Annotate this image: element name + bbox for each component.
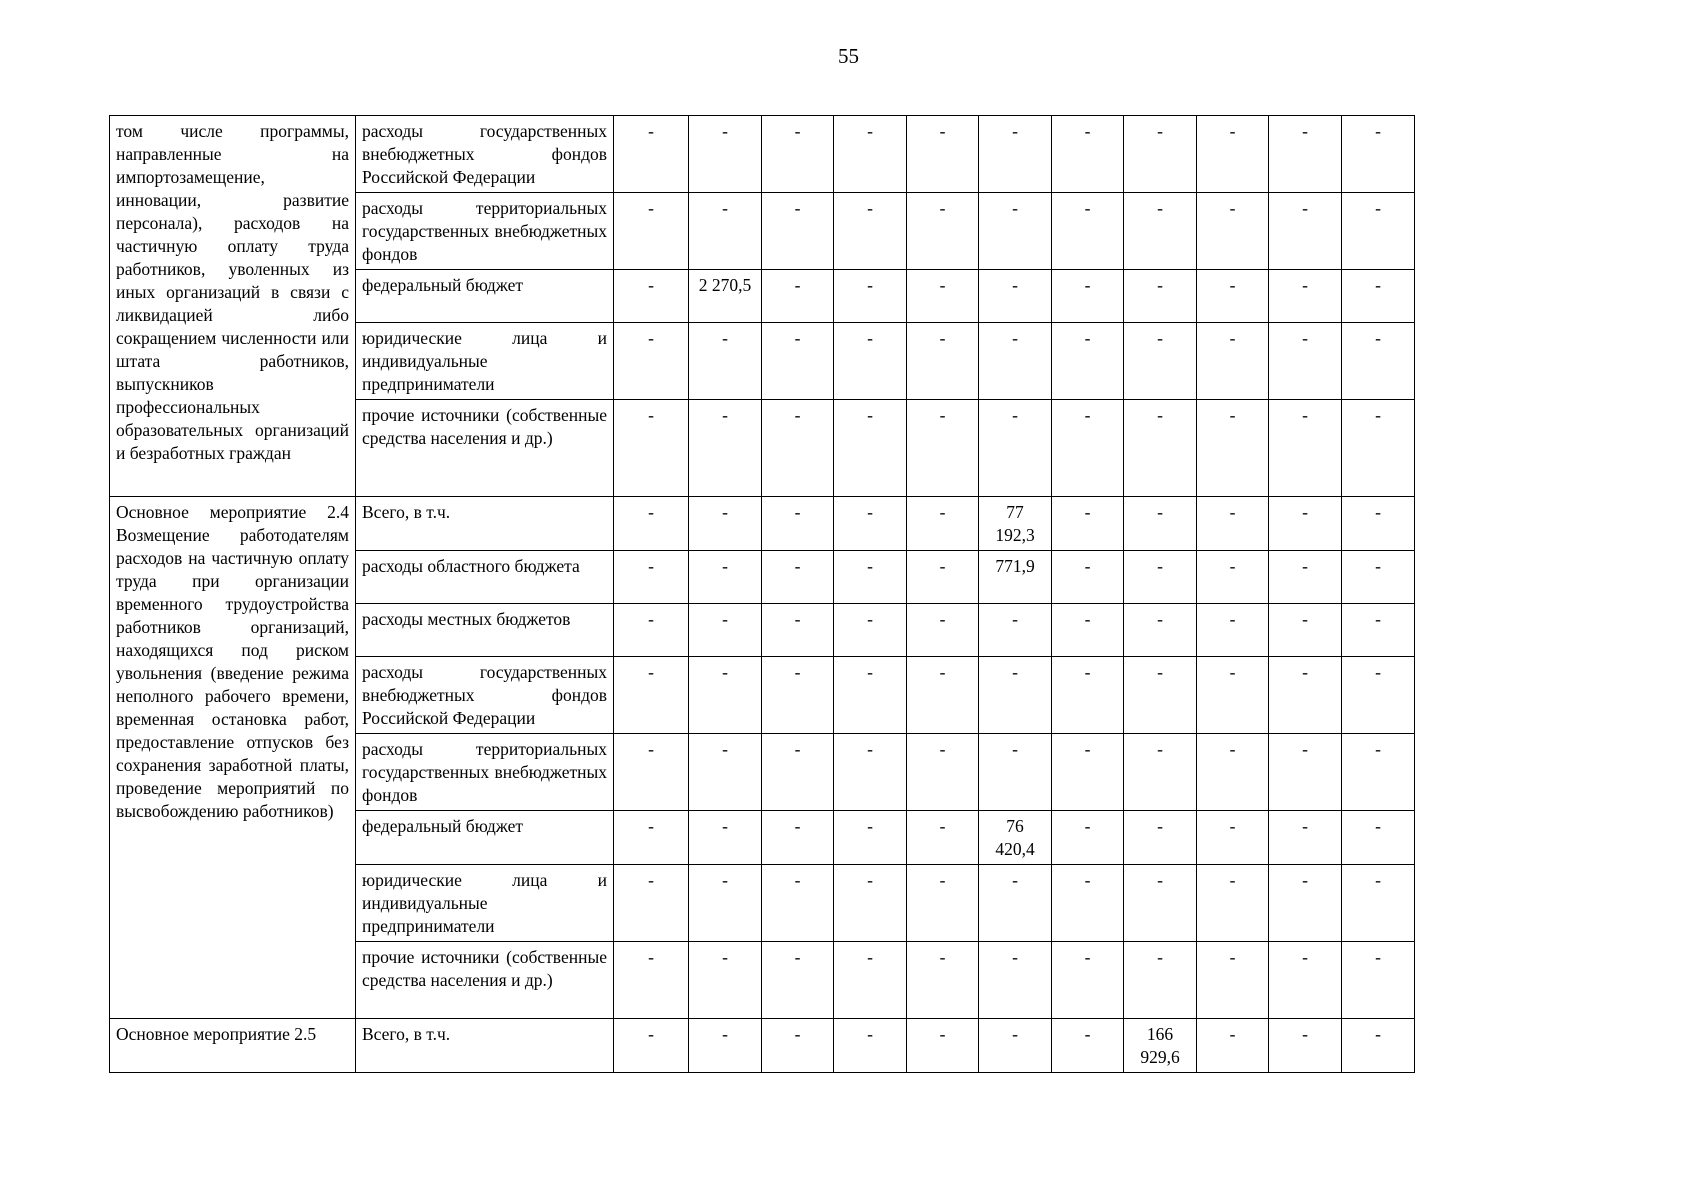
- value-cell: -: [1124, 400, 1197, 497]
- table-row: [110, 497, 1415, 551]
- value-cell: -: [907, 193, 979, 270]
- value-cell: -: [614, 942, 689, 1019]
- value-cell: 77 192,3: [979, 497, 1052, 551]
- value-cell: -: [1342, 116, 1415, 193]
- value-cell: -: [907, 497, 979, 551]
- value-cell: -: [1124, 865, 1197, 942]
- value-cell: -: [1342, 942, 1415, 1019]
- value-cell: -: [614, 865, 689, 942]
- value-cell: -: [689, 551, 762, 604]
- value-cell: -: [614, 116, 689, 193]
- funding-source: расходы областного бюджета: [356, 551, 614, 604]
- funding-source: расходы государственных внебюджетных фондов Российской Федерации: [356, 116, 614, 193]
- value-cell: -: [1052, 657, 1124, 734]
- value-cell: -: [614, 270, 689, 323]
- value-cell: -: [614, 734, 689, 811]
- value-cell: -: [614, 400, 689, 497]
- value-cell: -: [1342, 497, 1415, 551]
- value-cell: -: [1197, 116, 1269, 193]
- value-cell: 166 929,6: [1124, 1019, 1197, 1073]
- budget-table: [109, 115, 1415, 1073]
- value-cell: -: [1124, 942, 1197, 1019]
- value-cell: -: [979, 657, 1052, 734]
- value-cell: 2 270,5: [689, 270, 762, 323]
- value-cell: -: [1342, 193, 1415, 270]
- value-cell: -: [1197, 1019, 1269, 1073]
- event-description: том числе программы, направленные на импортозамещение, инновации, развитие персонала), расходов на частичную оплату труда работников, уволенных из иных организаций в связи с ликвидацией либо сокращением численности или штата работников, выпускников профессиональных образовательных организаций и безработных граждан: [110, 116, 356, 497]
- value-cell: -: [1342, 1019, 1415, 1073]
- funding-source: расходы территориальных государственных внебюджетных фондов: [356, 193, 614, 270]
- value-cell: -: [1269, 551, 1342, 604]
- value-cell: -: [762, 497, 834, 551]
- value-cell: -: [614, 497, 689, 551]
- value-cell: -: [762, 323, 834, 400]
- page-number: 55: [838, 44, 859, 68]
- event-description: Основное мероприятие 2.5: [110, 1019, 356, 1073]
- value-cell: -: [1197, 811, 1269, 865]
- value-cell: -: [1342, 604, 1415, 657]
- value-cell: -: [614, 323, 689, 400]
- funding-source: Всего, в т.ч.: [356, 1019, 614, 1073]
- value-cell: -: [907, 811, 979, 865]
- value-cell: -: [834, 942, 907, 1019]
- value-cell: -: [1342, 865, 1415, 942]
- value-cell: -: [1124, 497, 1197, 551]
- value-cell: -: [1342, 657, 1415, 734]
- value-cell: -: [1124, 811, 1197, 865]
- value-cell: -: [762, 811, 834, 865]
- value-cell: -: [1197, 865, 1269, 942]
- value-cell: -: [1124, 193, 1197, 270]
- value-cell: -: [834, 497, 907, 551]
- value-cell: -: [1269, 604, 1342, 657]
- value-cell: -: [762, 865, 834, 942]
- value-cell: -: [1269, 270, 1342, 323]
- value-cell: -: [1342, 323, 1415, 400]
- value-cell: -: [1269, 193, 1342, 270]
- value-cell: -: [762, 193, 834, 270]
- value-cell: -: [1197, 497, 1269, 551]
- value-cell: -: [834, 551, 907, 604]
- value-cell: -: [834, 270, 907, 323]
- value-cell: -: [1269, 116, 1342, 193]
- value-cell: -: [1269, 865, 1342, 942]
- table-body: [110, 116, 1415, 1073]
- value-cell: -: [1052, 497, 1124, 551]
- value-cell: -: [689, 657, 762, 734]
- value-cell: -: [762, 657, 834, 734]
- value-cell: -: [762, 604, 834, 657]
- value-cell: -: [1269, 734, 1342, 811]
- value-cell: -: [1052, 604, 1124, 657]
- value-cell: -: [907, 323, 979, 400]
- value-cell: -: [1052, 865, 1124, 942]
- value-cell: -: [834, 865, 907, 942]
- value-cell: -: [1124, 551, 1197, 604]
- value-cell: -: [762, 942, 834, 1019]
- value-cell: -: [614, 657, 689, 734]
- value-cell: -: [689, 865, 762, 942]
- value-cell: -: [834, 193, 907, 270]
- value-cell: -: [1052, 323, 1124, 400]
- value-cell: -: [979, 270, 1052, 323]
- funding-source: прочие источники (собственные средства населения и др.): [356, 400, 614, 497]
- value-cell: -: [762, 116, 834, 193]
- value-cell: -: [1197, 657, 1269, 734]
- value-cell: -: [907, 551, 979, 604]
- value-cell: -: [979, 1019, 1052, 1073]
- value-cell: -: [834, 734, 907, 811]
- value-cell: -: [1052, 734, 1124, 811]
- value-cell: -: [689, 116, 762, 193]
- value-cell: -: [762, 400, 834, 497]
- value-cell: -: [907, 604, 979, 657]
- value-cell: -: [762, 734, 834, 811]
- value-cell: -: [907, 865, 979, 942]
- table-row: [110, 116, 1415, 193]
- value-cell: -: [689, 811, 762, 865]
- funding-source: Всего, в т.ч.: [356, 497, 614, 551]
- value-cell: -: [1342, 551, 1415, 604]
- value-cell: -: [834, 323, 907, 400]
- value-cell: -: [762, 551, 834, 604]
- value-cell: -: [1052, 193, 1124, 270]
- value-cell: -: [834, 604, 907, 657]
- value-cell: -: [614, 551, 689, 604]
- value-cell: -: [689, 497, 762, 551]
- value-cell: -: [1342, 270, 1415, 323]
- value-cell: -: [834, 657, 907, 734]
- funding-source: расходы государственных внебюджетных фондов Российской Федерации: [356, 657, 614, 734]
- value-cell: -: [1124, 734, 1197, 811]
- value-cell: -: [834, 1019, 907, 1073]
- value-cell: -: [834, 116, 907, 193]
- value-cell: -: [979, 942, 1052, 1019]
- value-cell: -: [979, 193, 1052, 270]
- value-cell: -: [1124, 270, 1197, 323]
- funding-source: федеральный бюджет: [356, 811, 614, 865]
- value-cell: -: [979, 400, 1052, 497]
- value-cell: -: [1269, 657, 1342, 734]
- value-cell: -: [1197, 400, 1269, 497]
- value-cell: -: [1124, 116, 1197, 193]
- value-cell: -: [1197, 604, 1269, 657]
- value-cell: -: [1052, 270, 1124, 323]
- value-cell: -: [762, 1019, 834, 1073]
- value-cell: -: [1052, 1019, 1124, 1073]
- value-cell: -: [1052, 811, 1124, 865]
- value-cell: -: [1124, 604, 1197, 657]
- value-cell: -: [907, 734, 979, 811]
- value-cell: -: [979, 734, 1052, 811]
- value-cell: -: [1269, 942, 1342, 1019]
- value-cell: -: [1124, 657, 1197, 734]
- value-cell: -: [1269, 811, 1342, 865]
- value-cell: -: [689, 734, 762, 811]
- funding-source: расходы территориальных государственных внебюджетных фондов: [356, 734, 614, 811]
- event-description: Основное мероприятие 2.4 Возмещение работодателям расходов на частичную оплату труда при организации временного трудоустройства работников организаций, находящихся под риском увольнения (введение режима неполного рабочего времени, временная остановка работ, предоставление отпусков без сохранения заработной платы, проведение мероприятий по высвобождению работников): [110, 497, 356, 1019]
- value-cell: -: [1342, 400, 1415, 497]
- value-cell: -: [689, 604, 762, 657]
- value-cell: -: [614, 604, 689, 657]
- value-cell: 771,9: [979, 551, 1052, 604]
- value-cell: -: [1197, 551, 1269, 604]
- funding-source: расходы местных бюджетов: [356, 604, 614, 657]
- value-cell: -: [907, 400, 979, 497]
- funding-source: прочие источники (собственные средства населения и др.): [356, 942, 614, 1019]
- value-cell: -: [689, 1019, 762, 1073]
- funding-source: юридические лица и индивидуальные предприниматели: [356, 323, 614, 400]
- value-cell: -: [907, 942, 979, 1019]
- value-cell: -: [1052, 116, 1124, 193]
- value-cell: -: [1197, 323, 1269, 400]
- value-cell: 76 420,4: [979, 811, 1052, 865]
- value-cell: -: [907, 1019, 979, 1073]
- funding-source: федеральный бюджет: [356, 270, 614, 323]
- value-cell: -: [834, 811, 907, 865]
- value-cell: -: [689, 193, 762, 270]
- value-cell: -: [1052, 942, 1124, 1019]
- value-cell: -: [1052, 400, 1124, 497]
- value-cell: -: [1197, 942, 1269, 1019]
- value-cell: -: [979, 865, 1052, 942]
- value-cell: -: [1269, 497, 1342, 551]
- value-cell: -: [1269, 1019, 1342, 1073]
- value-cell: -: [1269, 400, 1342, 497]
- funding-source: юридические лица и индивидуальные предприниматели: [356, 865, 614, 942]
- table-row: [110, 1019, 1415, 1073]
- value-cell: -: [614, 811, 689, 865]
- value-cell: -: [907, 116, 979, 193]
- value-cell: -: [614, 193, 689, 270]
- value-cell: -: [1342, 734, 1415, 811]
- value-cell: -: [907, 270, 979, 323]
- value-cell: -: [1124, 323, 1197, 400]
- value-cell: -: [1269, 323, 1342, 400]
- value-cell: -: [689, 400, 762, 497]
- value-cell: -: [1197, 734, 1269, 811]
- value-cell: -: [979, 116, 1052, 193]
- value-cell: -: [1342, 811, 1415, 865]
- value-cell: -: [689, 323, 762, 400]
- value-cell: -: [907, 657, 979, 734]
- value-cell: -: [689, 942, 762, 1019]
- value-cell: -: [762, 270, 834, 323]
- value-cell: -: [1197, 193, 1269, 270]
- value-cell: -: [979, 604, 1052, 657]
- value-cell: -: [1052, 551, 1124, 604]
- value-cell: -: [614, 1019, 689, 1073]
- value-cell: -: [1197, 270, 1269, 323]
- value-cell: -: [834, 400, 907, 497]
- value-cell: -: [979, 323, 1052, 400]
